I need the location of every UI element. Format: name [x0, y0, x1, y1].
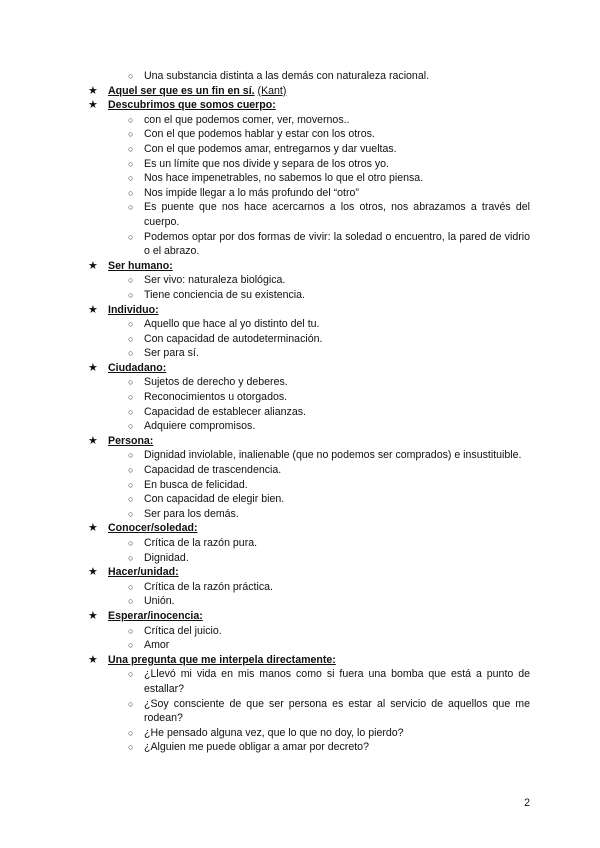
section-heading-text: Una pregunta que me interpela directamente: — [108, 653, 336, 666]
star-icon: ★ — [88, 609, 98, 622]
list-item — [128, 638, 530, 653]
list-item-text: Capacidad de establecer alianzas. — [144, 405, 306, 418]
list-item-text: Capacidad de trascendencia. — [144, 464, 282, 477]
hollow-bullet-icon: ○ — [128, 625, 134, 636]
section-list — [88, 448, 530, 521]
section-list — [88, 113, 530, 259]
section-heading — [88, 565, 530, 580]
list-item-text: Con capacidad de elegir bien. — [144, 493, 285, 506]
section-list — [88, 624, 530, 653]
list-item — [128, 492, 530, 507]
hollow-bullet-icon: ○ — [128, 596, 134, 607]
section-heading-text: Hacer/unidad: — [108, 566, 179, 579]
hollow-bullet-icon: ○ — [128, 698, 134, 709]
list-item-text: Nos impide llegar a lo más profundo del “otro” — [144, 186, 359, 199]
list-item-text: Ser para los demás. — [144, 507, 239, 520]
list-item-text: Dignidad. — [144, 551, 189, 564]
hollow-bullet-icon: ○ — [128, 494, 134, 505]
list-item — [128, 273, 530, 288]
section-list — [88, 273, 530, 302]
section-heading — [88, 98, 530, 113]
section-heading-text: Ser humano: — [108, 259, 173, 272]
section-heading — [88, 303, 530, 318]
list-item-text: ¿Llevó mi vida en mis manos como si fuera una bomba que está a punto de estallar? — [144, 668, 530, 695]
list-item — [128, 580, 530, 595]
list-item — [128, 390, 530, 405]
list-item — [128, 697, 530, 726]
list-item-text: Una substancia distinta a las demás con naturaleza racional. — [144, 70, 430, 82]
list-item — [128, 113, 530, 128]
list-item — [128, 346, 530, 361]
list-item — [128, 405, 530, 420]
list-item-text: Amor — [144, 639, 170, 652]
section-heading — [88, 84, 530, 99]
list-item-text: Podemos optar por dos formas de vivir: la soledad o encuentro, la pared de vidrio o el abrazo. — [144, 230, 530, 258]
list-item — [128, 594, 530, 609]
hollow-bullet-icon: ○ — [128, 333, 134, 344]
hollow-bullet-icon: ○ — [128, 289, 134, 300]
list-item — [128, 317, 530, 332]
section — [88, 361, 530, 434]
list-item — [128, 127, 530, 142]
list-item-text: Con el que podemos hablar y estar con los otros. — [144, 128, 375, 141]
list-item-text: Reconocimientos u otorgados. — [144, 391, 288, 404]
hollow-bullet-icon: ○ — [128, 552, 134, 563]
list-item — [128, 624, 530, 639]
section-list — [88, 667, 530, 755]
hollow-bullet-icon: ○ — [128, 669, 134, 680]
list-item — [128, 186, 530, 201]
list-item — [128, 448, 530, 463]
list-item — [128, 332, 530, 347]
section-heading — [88, 521, 530, 536]
list-item-text: ¿He pensado alguna vez, que lo que no doy, lo pierdo? — [144, 726, 404, 739]
list-item — [128, 171, 530, 186]
section-heading-text: Individuo: — [108, 303, 159, 316]
list-item — [128, 288, 530, 303]
list-item-text: Crítica de la razón práctica. — [144, 580, 273, 593]
list-item-text: Sujetos de derecho y deberes. — [144, 376, 288, 389]
hollow-bullet-icon: ○ — [128, 581, 134, 592]
hollow-bullet-icon: ○ — [128, 742, 134, 753]
list-item — [128, 478, 530, 493]
list-item-text: En busca de felicidad. — [144, 478, 248, 491]
section — [88, 521, 530, 565]
section-heading-text: Conocer/soledad: — [108, 522, 198, 535]
list-item — [128, 507, 530, 522]
list-item-text: Crítica del juicio. — [144, 624, 222, 637]
hollow-bullet-icon: ○ — [128, 392, 134, 403]
hollow-bullet-icon: ○ — [128, 479, 134, 490]
star-icon: ★ — [88, 259, 98, 272]
list-item-text: Ser vivo: naturaleza biológica. — [144, 274, 286, 287]
hollow-bullet-icon: ○ — [128, 202, 134, 213]
hollow-bullet-icon: ○ — [128, 640, 134, 651]
section-heading-text: Persona: — [108, 434, 154, 447]
heading-reference: (Kant) — [257, 84, 287, 97]
list-item-text: Tiene conciencia de su existencia. — [144, 288, 305, 301]
list-item — [128, 740, 530, 755]
list-item — [128, 69, 530, 84]
list-item — [128, 157, 530, 172]
star-icon: ★ — [88, 653, 98, 666]
section-heading — [88, 361, 530, 376]
list-item — [128, 142, 530, 157]
section-heading-text: Descubrimos que somos cuerpo: — [108, 99, 276, 112]
list-item — [128, 419, 530, 434]
hollow-bullet-icon: ○ — [128, 231, 134, 242]
hollow-bullet-icon: ○ — [128, 129, 134, 140]
hollow-bullet-icon: ○ — [128, 406, 134, 417]
list-item-text: ¿Alguien me puede obligar a amar por decreto? — [144, 741, 369, 754]
section — [88, 98, 530, 259]
hollow-bullet-icon: ○ — [128, 450, 134, 461]
section-list — [88, 375, 530, 433]
list-item-text: Crítica de la razón pura. — [144, 537, 258, 549]
section-heading — [88, 609, 530, 624]
section-heading-text: Esperar/inocencia: — [108, 609, 203, 622]
section — [88, 434, 530, 522]
star-icon: ★ — [88, 522, 98, 535]
hollow-bullet-icon: ○ — [128, 377, 134, 388]
hollow-bullet-icon: ○ — [128, 187, 134, 198]
list-item-text: Ser para sí. — [144, 347, 199, 360]
hollow-bullet-icon: ○ — [128, 71, 134, 81]
hollow-bullet-icon: ○ — [128, 538, 134, 548]
hollow-bullet-icon: ○ — [128, 465, 134, 476]
hollow-bullet-icon: ○ — [128, 421, 134, 432]
list-item — [128, 463, 530, 478]
hollow-bullet-icon: ○ — [128, 114, 134, 125]
sections-container — [88, 84, 530, 755]
hollow-bullet-icon: ○ — [128, 348, 134, 359]
list-item — [128, 551, 530, 566]
section-heading-text: Aquel ser que es un fin en sí. — [108, 84, 255, 97]
star-icon: ★ — [88, 84, 98, 97]
hollow-bullet-icon: ○ — [128, 173, 134, 184]
list-item — [128, 536, 530, 551]
star-icon: ★ — [88, 99, 98, 112]
hollow-bullet-icon: ○ — [128, 727, 134, 738]
intro-list — [88, 69, 530, 84]
section-heading — [88, 434, 530, 449]
star-icon: ★ — [88, 566, 98, 579]
list-item — [128, 667, 530, 696]
page-number: 2 — [524, 797, 530, 809]
section-heading — [88, 259, 530, 274]
list-item-text: Con capacidad de autodeterminación. — [144, 332, 323, 345]
list-item-text: Dignidad inviolable, inalienable (que no podemos ser comprados) e insustituible. — [144, 449, 522, 462]
list-item — [128, 230, 530, 259]
list-item — [128, 726, 530, 741]
section — [88, 303, 530, 361]
list-item-text: Es puente que nos hace acercarnos a los otros, nos abrazamos a través del cuerpo. — [144, 201, 530, 228]
list-item-text: Adquiere compromisos. — [144, 420, 256, 433]
list-item-text: Aquello que hace al yo distinto del tu. — [144, 318, 320, 331]
section — [88, 84, 530, 99]
section-heading-text: Ciudadano: — [108, 361, 167, 374]
hollow-bullet-icon: ○ — [128, 508, 134, 519]
section — [88, 565, 530, 609]
hollow-bullet-icon: ○ — [128, 143, 134, 154]
list-item-text: Con el que podemos amar, entregarnos y dar vueltas. — [144, 142, 397, 155]
list-item — [128, 375, 530, 390]
star-icon: ★ — [88, 434, 98, 447]
section — [88, 609, 530, 653]
list-item-text: Nos hace impenetrables, no sabemos lo que el otro piensa. — [144, 172, 424, 185]
section-list — [88, 317, 530, 361]
star-icon: ★ — [88, 361, 98, 374]
section — [88, 259, 530, 303]
hollow-bullet-icon: ○ — [128, 275, 134, 286]
section — [88, 653, 530, 755]
list-item-text: Unión. — [144, 595, 175, 608]
star-icon: ★ — [88, 303, 98, 316]
list-item-text: ¿Soy consciente de que ser persona es estar al servicio de aquellos que me rodean? — [144, 697, 530, 725]
section-list — [88, 536, 530, 565]
section-heading — [88, 653, 530, 668]
list-item — [128, 200, 530, 229]
section-list — [88, 580, 530, 609]
hollow-bullet-icon: ○ — [128, 319, 134, 330]
document-content — [88, 69, 530, 755]
hollow-bullet-icon: ○ — [128, 158, 134, 169]
list-item-text: Es un límite que nos divide y separa de los otros yo. — [144, 157, 389, 170]
list-item-text: con el que podemos comer, ver, movernos.. — [144, 113, 350, 126]
